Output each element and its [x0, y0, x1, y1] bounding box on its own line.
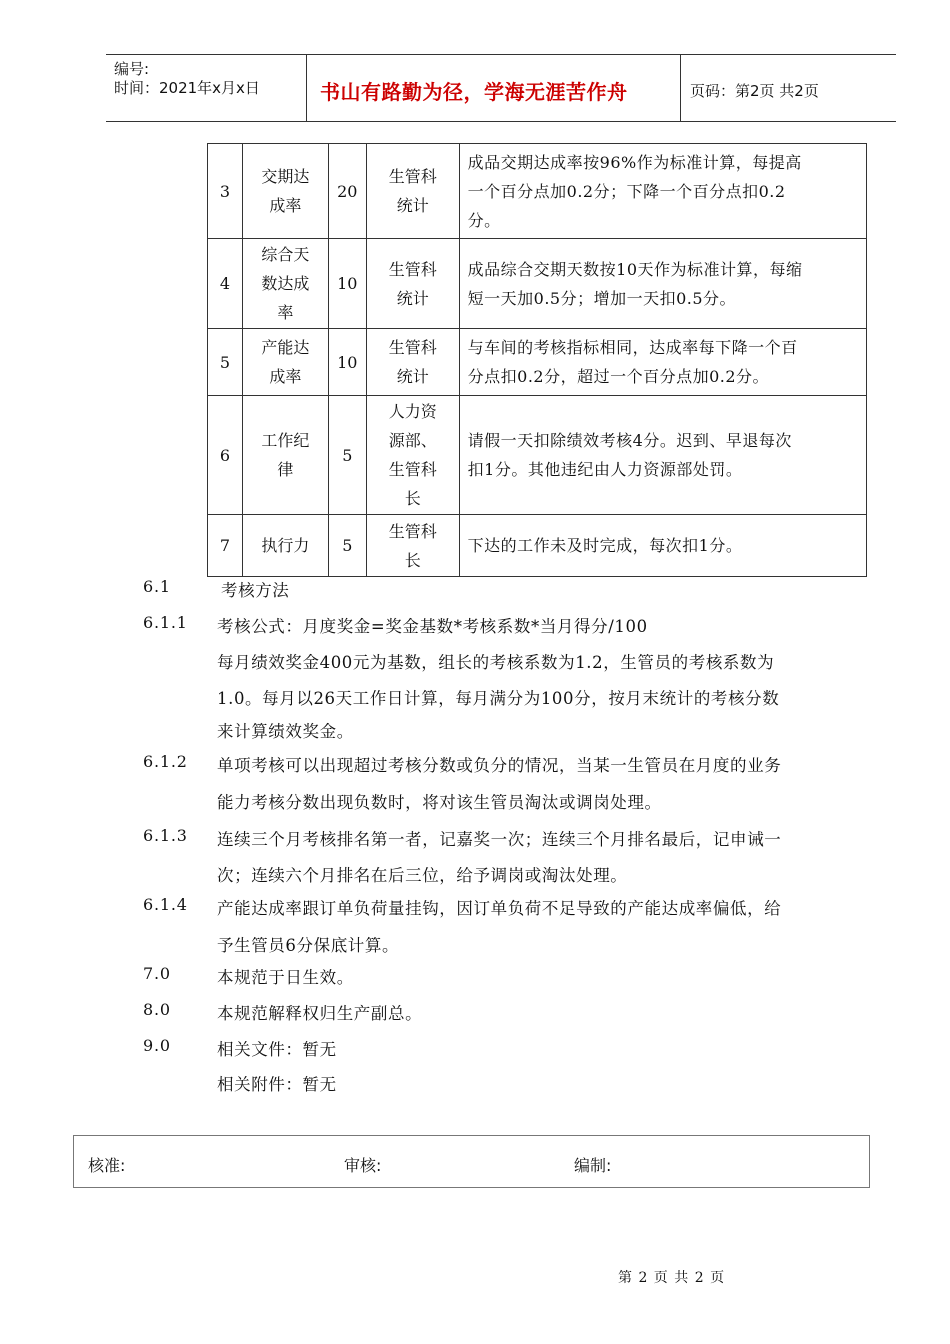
item-name-cell-line: 成率 [269, 367, 302, 386]
item-name-cell [242, 144, 328, 239]
item-name-cell [242, 396, 328, 515]
criteria-cell-line: 与车间的考核指标相同，达成率每下降一个百 [467, 338, 798, 357]
approve-label: 核准: [88, 1156, 126, 1175]
table-row [208, 239, 867, 329]
table-row [208, 396, 867, 515]
document-time-label: 时间：2021年x月x日 [114, 79, 260, 97]
row-number-cell-text: 3 [219, 181, 231, 201]
section-text-line: 本规范于日生效。 [217, 968, 354, 987]
row-number-cell-text: 5 [219, 352, 231, 372]
department-cell-line: 长 [404, 489, 421, 508]
criteria-cell [459, 239, 866, 329]
criteria-cell-line: 一个百分点加0.2分；下降一个百分点扣0.2 [467, 181, 786, 201]
section-number: 8.0 [143, 1000, 171, 1019]
section-text-line: 来计算绩效奖金。 [217, 722, 354, 741]
department-cell-line: 生管科 [388, 521, 437, 541]
section-number: 6.1.1 [143, 613, 188, 632]
row-number-cell-text: 4 [219, 274, 231, 293]
score-cell-text: 10 [337, 352, 358, 372]
signoff-box [73, 1135, 870, 1188]
criteria-cell-line: 成品交期达成率按96%作为标准计算，每提高 [467, 152, 802, 172]
section-number: 6.1.3 [143, 826, 188, 845]
department-cell [366, 329, 459, 396]
header-motto: 书山有路勤为径，学海无涯苦作舟 [320, 80, 628, 104]
item-name-cell-line: 执行力 [261, 536, 310, 555]
row-number-cell [208, 239, 243, 329]
row-number-cell-text: 7 [219, 536, 231, 555]
item-name-cell-line: 成率 [269, 196, 302, 215]
page-number: 第 2 页 共 2 页 [618, 1270, 726, 1286]
item-name-cell-line: 数达成 [261, 274, 310, 293]
score-cell-text: 5 [342, 536, 353, 555]
score-cell [328, 239, 366, 329]
section-text-line: 能力考核分数出现负数时，将对该生管员淘汰或调岗处理。 [217, 793, 662, 812]
item-name-cell [242, 239, 328, 329]
section-text-line: 产能达成率跟订单负荷量挂钩，因订单负荷不足导致的产能达成率偏低，给 [217, 899, 782, 918]
header-top-rule [106, 54, 896, 55]
criteria-cell-line: 扣1分。其他违纪由人力资源部处罚。 [467, 460, 743, 479]
section-text-line: 次；连续六个月排名在后三位，给予调岗或淘汰处理。 [217, 866, 628, 885]
section-text-line: 予生管员6分保底计算。 [217, 936, 400, 955]
score-cell [328, 396, 366, 515]
document-code-label: 编号: [114, 60, 150, 78]
score-cell-text: 5 [342, 445, 353, 465]
score-cell-text: 20 [337, 181, 358, 201]
document-header [106, 54, 896, 122]
row-number-cell [208, 396, 243, 515]
row-number-cell [208, 515, 243, 577]
criteria-cell [459, 396, 866, 515]
department-cell [366, 396, 459, 515]
department-cell-line: 生管科 [388, 460, 437, 479]
assessment-table [207, 143, 867, 577]
section-text-line: 连续三个月考核排名第一者，记嘉奖一次；连续三个月排名最后，记申诫一 [217, 830, 782, 849]
header-divider [680, 54, 681, 122]
item-name-cell-line: 律 [277, 460, 294, 479]
department-cell-line: 生管科 [388, 259, 437, 279]
table-row [208, 144, 867, 239]
section-number: 6.1.4 [143, 895, 188, 914]
section-number: 7.0 [143, 964, 171, 983]
item-name-cell [242, 329, 328, 396]
criteria-cell-line: 短一天加0.5分；增加一天扣0.5分。 [467, 288, 737, 308]
review-label: 审核: [344, 1156, 382, 1175]
header-page-label: 页码：第2页 共2页 [690, 82, 819, 100]
criteria-cell-line: 分。 [467, 210, 501, 230]
section-number: 6.1 [143, 577, 171, 596]
section-text-line: 本规范解释权归生产副总。 [217, 1004, 423, 1023]
table-row [208, 515, 867, 577]
section-text-line: 每月绩效奖金400元为基数，组长的考核系数为1.2，生管员的考核系数为 [217, 653, 775, 672]
header-divider [306, 54, 307, 122]
section-text-line: 考核方法 [221, 581, 290, 600]
section-number: 9.0 [143, 1036, 171, 1055]
department-cell [366, 239, 459, 329]
department-cell-line: 生管科 [388, 338, 437, 357]
section-text-line: 1.0。每月以26天工作日计算，每月满分为100分，按月末统计的考核分数 [217, 689, 780, 708]
department-cell-line: 源部、 [388, 431, 437, 450]
item-name-cell-line: 综合天 [261, 245, 310, 264]
row-number-cell [208, 144, 243, 239]
department-cell-line: 生管科 [388, 167, 437, 186]
section-text-line: 相关文件：暂无 [217, 1040, 337, 1059]
score-cell-text: 10 [337, 274, 358, 293]
section-text-line: 单项考核可以出现超过考核分数或负分的情况，当某一生管员在月度的业务 [217, 756, 782, 775]
section-text-line: 考核公式：月度奖金=奖金基数*考核系数*当月得分/100 [217, 617, 648, 636]
department-cell-line: 长 [404, 550, 421, 570]
criteria-cell-line: 分点扣0.2分，超过一个百分点加0.2分。 [467, 367, 770, 386]
criteria-cell-line: 下达的工作未及时完成，每次扣1分。 [467, 536, 743, 555]
table-row [208, 329, 867, 396]
criteria-cell-line: 请假一天扣除绩效考核4分。迟到、早退每次 [467, 431, 792, 450]
department-cell [366, 515, 459, 577]
score-cell [328, 144, 366, 239]
section-number: 6.1.2 [143, 752, 188, 771]
department-cell-line: 统计 [396, 196, 429, 215]
score-cell [328, 515, 366, 577]
row-number-cell [208, 329, 243, 396]
score-cell [328, 329, 366, 396]
department-cell-line: 人力资 [388, 402, 437, 421]
item-name-cell [242, 515, 328, 577]
item-name-cell-line: 产能达 [261, 338, 310, 357]
item-name-cell-line: 率 [277, 303, 294, 322]
criteria-cell [459, 144, 866, 239]
criteria-cell [459, 329, 866, 396]
item-name-cell-line: 交期达 [261, 167, 310, 186]
criteria-cell [459, 515, 866, 577]
row-number-cell-text: 6 [219, 445, 231, 465]
section-text-line: 相关附件：暂无 [217, 1075, 337, 1094]
department-cell-line: 统计 [396, 288, 429, 308]
criteria-cell-line: 成品综合交期天数按10天作为标准计算，每缩 [467, 259, 803, 279]
department-cell-line: 统计 [396, 367, 429, 386]
compile-label: 编制: [574, 1156, 612, 1175]
item-name-cell-line: 工作纪 [261, 431, 310, 450]
department-cell [366, 144, 459, 239]
header-bottom-rule [106, 121, 896, 122]
